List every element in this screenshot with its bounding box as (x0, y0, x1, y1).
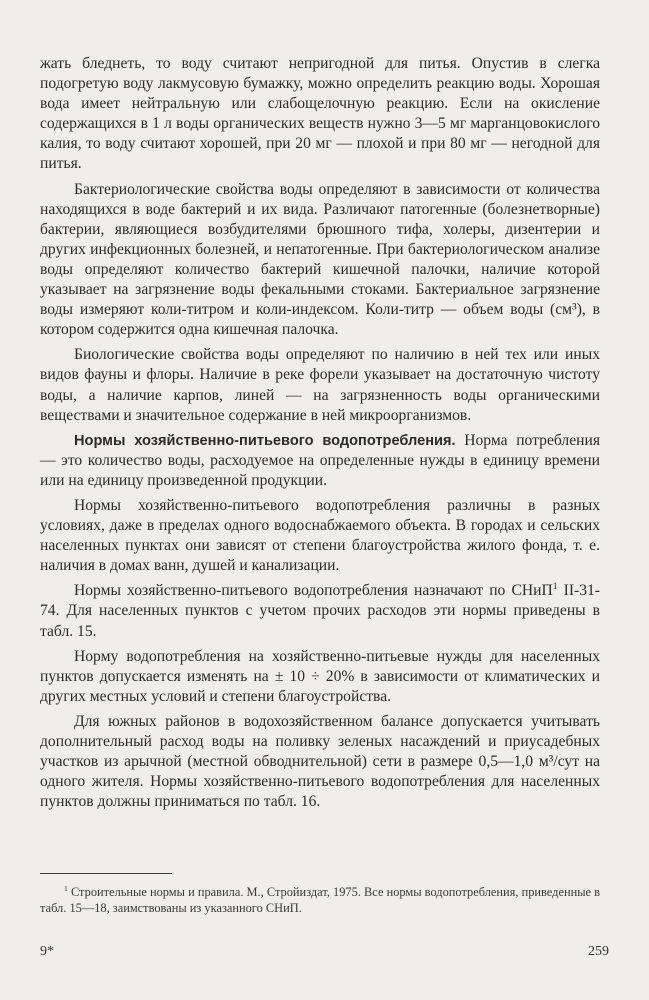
paragraph-snip-reference (40, 581, 600, 641)
page-number: 259 (588, 944, 609, 959)
paragraph-norms-conditions: Нормы хозяйственно-питьевого водопотребления различны в разных условиях, даже в пределах одного водоснабжаемого объекта. В городах и сельских населенных пунктах они зависят от степени благоустройства жилого фонда, т. е. наличия в домах ванн, душей и канализации. (40, 496, 600, 575)
snip-ref-tail: II-31-74. Для населенных пунктов с учетом прочих расходов эти нормы приведены в табл. 15. (40, 582, 601, 640)
paragraph-southern-regions: Для южных районов в водохозяйственном балансе допускается учитывать дополнительный расход воды на поливку зеленых насаждений и приусадебных участков из арычной (местной обводнительной) сети в размере 0,5—1,0 м³/сут на одного жителя. Нормы хозяйственно-питьевого водопотребления для населенных пунктов должны приниматься по табл. 16. (40, 712, 600, 811)
footnote-number: 1 (64, 883, 68, 893)
footnote (40, 884, 600, 917)
page-body (40, 54, 600, 817)
section-heading-tail: Норма потребления — это количество воды, расходуемое на определенные нужды в единицу времени или на единицу произведенной продукции. (40, 431, 600, 489)
printer-signature: 9* (40, 944, 54, 959)
paragraph-bacteriological: Бактериологические свойства воды определяют в зависимости от количества находящихся в воде бактерий и их вида. Различают патогенные (болезнетворные) бактерии, являющиеся возбудителями брюшного тифа, холеры, дизентерии и других инфекционных болезней, и непатогенные. При бактериологическом анализе воды определяют количество бактерий кишечной палочки, наличие которой указывает на загрязнение воды фекальными стоками. Бактериальное загрязнение воды измеряют коли-титром и коли-индексом. Коли-титр — объем воды (см³), в котором содержится одна кишечная палочка. (40, 180, 600, 339)
paragraph-norm-adjustment: Норму водопотребления на хозяйственно-питьевые нужды для населенных пунктов допускается изменять на ± 10 ÷ 20% в зависимости от климатических и других местных условий и степени благоустройства. (40, 647, 600, 705)
footnote-text: Строительные нормы и правила. М., Стройиздат, 1975. Все нормы водопотребления, приведенные в табл. 15—18, заимствованы из указанного СНиП. (40, 885, 600, 916)
paragraph-water-quality: жать бледнеть, то воду считают непригодной для питья. Опустив в слегка подогретую воду лакмусовую бумажку, можно определить реакцию воды. Хорошая вода имеет нейтральную или слабощелочную реакцию. Если на окисление содержащихся в 1 л воды органических веществ нужно 3—5 мг марганцовокислого калия, то воду считают хорошей, при 20 мг — плохой и при 80 мг — негодной для питья. (40, 55, 600, 173)
snip-ref-text: Нормы хозяйственно-питьевого водопотребления назначают по СНиП (74, 582, 553, 600)
paragraph-biological: Биологические свойства воды определяют по наличию в ней тех или иных видов фауны и флоры. Наличие в реке форели указывает на достаточную чистоту воды, а наличие карпов, линей — на загрязненность воды органическими веществами и значительное содержание в ней микроорганизмов. (40, 346, 600, 424)
section-heading: Нормы хозяйственно-питьевого водопотребления. (74, 432, 456, 449)
footnote-divider (40, 873, 172, 874)
footnote-marker: 1 (552, 581, 558, 593)
paragraph-norms-definition (40, 431, 600, 491)
